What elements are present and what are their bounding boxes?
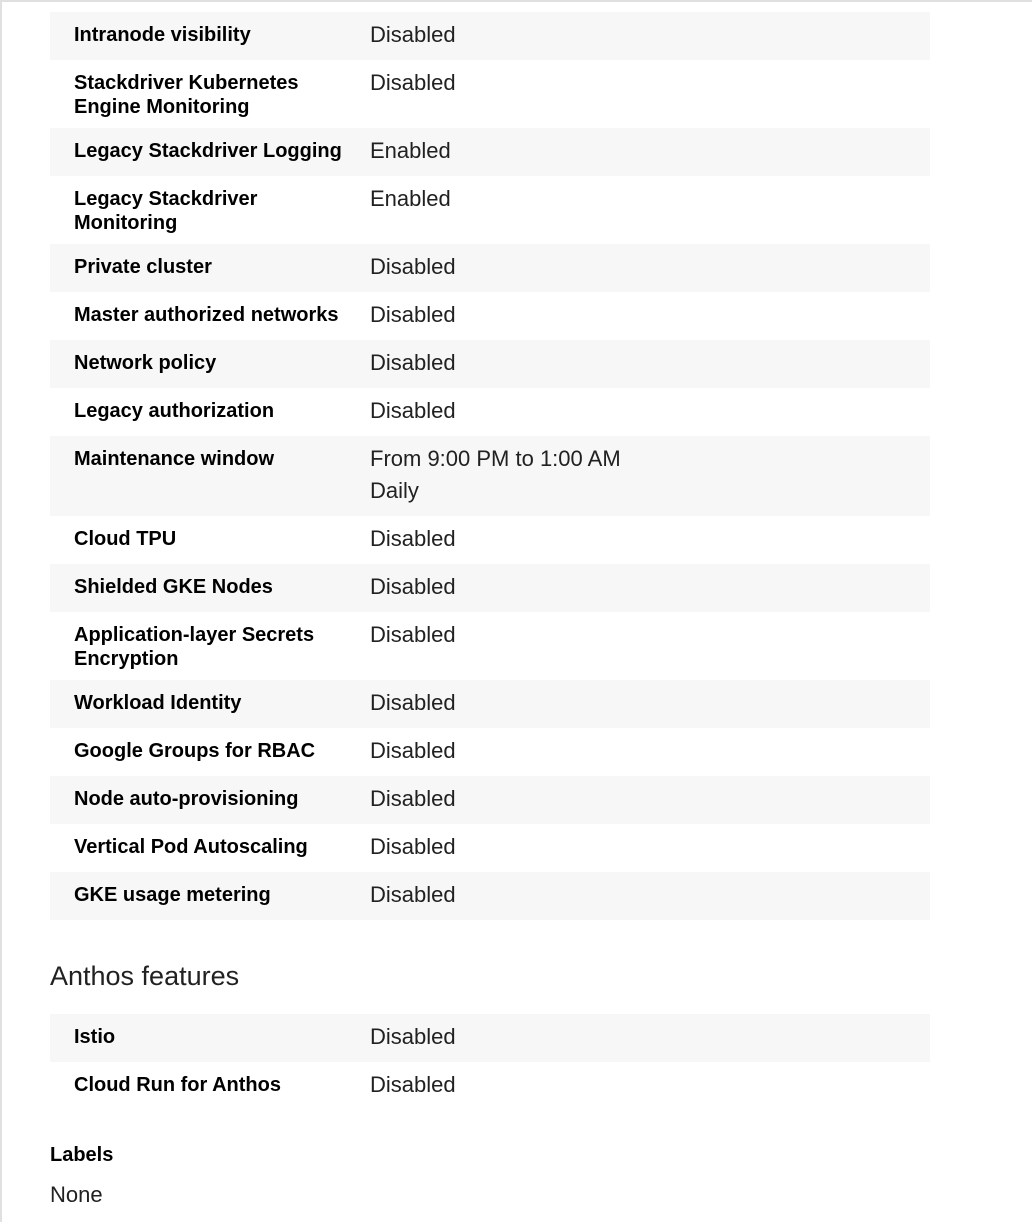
detail-row-legacy-authorization <box>50 388 930 436</box>
detail-value <box>370 571 930 603</box>
detail-value-line: Disabled <box>370 254 456 279</box>
detail-value-line: From 9:00 PM to 1:00 AM <box>370 446 621 471</box>
detail-value <box>370 443 930 507</box>
detail-value-line: Disabled <box>370 622 456 647</box>
detail-row-cloud-run-for-anthos <box>50 1062 930 1110</box>
detail-row-stackdriver-kubernetes-engine-monitoring <box>50 60 930 128</box>
detail-row-shielded-gke-nodes <box>50 564 930 612</box>
detail-value <box>370 783 930 815</box>
detail-value <box>370 879 930 911</box>
detail-value <box>370 395 930 427</box>
detail-value-line: Disabled <box>370 834 456 859</box>
detail-value <box>370 67 930 99</box>
labels-heading: Labels <box>50 1144 114 1166</box>
detail-value-line: Disabled <box>370 302 456 327</box>
detail-row-vertical-pod-autoscaling <box>50 824 930 872</box>
detail-row-gke-usage-metering <box>50 872 930 920</box>
detail-row-legacy-stackdriver-monitoring <box>50 176 930 244</box>
detail-value-line: Disabled <box>370 738 456 763</box>
detail-key: Shielded GKE Nodes <box>74 576 273 598</box>
anthos-features-heading: Anthos features <box>50 961 240 991</box>
detail-value <box>370 619 930 651</box>
detail-row-istio <box>50 1014 930 1062</box>
detail-key: Google Groups for RBAC <box>74 740 316 762</box>
detail-key: Network policy <box>74 352 217 374</box>
detail-row-network-policy <box>50 340 930 388</box>
detail-value-line: Disabled <box>370 882 456 907</box>
anthos-features-table <box>50 1014 930 1110</box>
detail-value-line: Disabled <box>370 786 456 811</box>
detail-value <box>370 19 930 51</box>
detail-value-line: Enabled <box>370 186 451 211</box>
detail-value <box>370 299 930 331</box>
detail-key: Cloud TPU <box>74 528 177 550</box>
detail-row-node-auto-provisioning <box>50 776 930 824</box>
detail-value <box>370 347 930 379</box>
detail-row-application-layer-secrets-encryption <box>50 612 930 680</box>
detail-value-line: Disabled <box>370 574 456 599</box>
detail-key: Legacy Stackdriver Monitoring <box>74 188 258 234</box>
detail-key: Application-layer Secrets Encryption <box>74 624 315 670</box>
detail-key: GKE usage metering <box>74 884 271 906</box>
detail-value <box>370 831 930 863</box>
detail-key: Legacy authorization <box>74 400 275 422</box>
detail-value-line: Disabled <box>370 22 456 47</box>
detail-key: Vertical Pod Autoscaling <box>74 836 308 858</box>
detail-key: Workload Identity <box>74 692 242 714</box>
detail-value <box>370 1021 930 1053</box>
detail-row-legacy-stackdriver-logging <box>50 128 930 176</box>
detail-value-line: Daily <box>370 478 419 503</box>
detail-row-master-authorized-networks <box>50 292 930 340</box>
detail-value-line: Disabled <box>370 690 456 715</box>
detail-value <box>370 687 930 719</box>
detail-row-cloud-tpu <box>50 516 930 564</box>
detail-key: Legacy Stackdriver Logging <box>74 140 342 162</box>
detail-value-line: Disabled <box>370 350 456 375</box>
detail-value-line: Disabled <box>370 1024 456 1049</box>
detail-value <box>370 251 930 283</box>
detail-row-maintenance-window <box>50 436 930 516</box>
detail-key: Istio <box>74 1026 116 1048</box>
detail-value-line: Disabled <box>370 70 456 95</box>
detail-value <box>370 1069 930 1101</box>
detail-row-intranode-visibility <box>50 12 930 60</box>
detail-key: Master authorized networks <box>74 304 339 326</box>
detail-value <box>370 735 930 767</box>
detail-key: Private cluster <box>74 256 212 278</box>
features-table <box>50 12 930 920</box>
detail-value-line: Disabled <box>370 398 456 423</box>
detail-key: Stackdriver Kubernetes Engine Monitoring <box>74 72 299 118</box>
detail-key: Cloud Run for Anthos <box>74 1074 281 1096</box>
detail-value-line: Disabled <box>370 526 456 551</box>
detail-key: Node auto-provisioning <box>74 788 299 810</box>
detail-value <box>370 183 930 215</box>
detail-key: Maintenance window <box>74 448 275 470</box>
labels-value: None <box>50 1182 103 1207</box>
detail-value <box>370 135 930 167</box>
detail-key: Intranode visibility <box>74 24 251 46</box>
detail-row-workload-identity <box>50 680 930 728</box>
detail-value <box>370 523 930 555</box>
detail-row-private-cluster <box>50 244 930 292</box>
detail-value-line: Disabled <box>370 1072 456 1097</box>
detail-row-google-groups-for-rbac <box>50 728 930 776</box>
detail-value-line: Enabled <box>370 138 451 163</box>
